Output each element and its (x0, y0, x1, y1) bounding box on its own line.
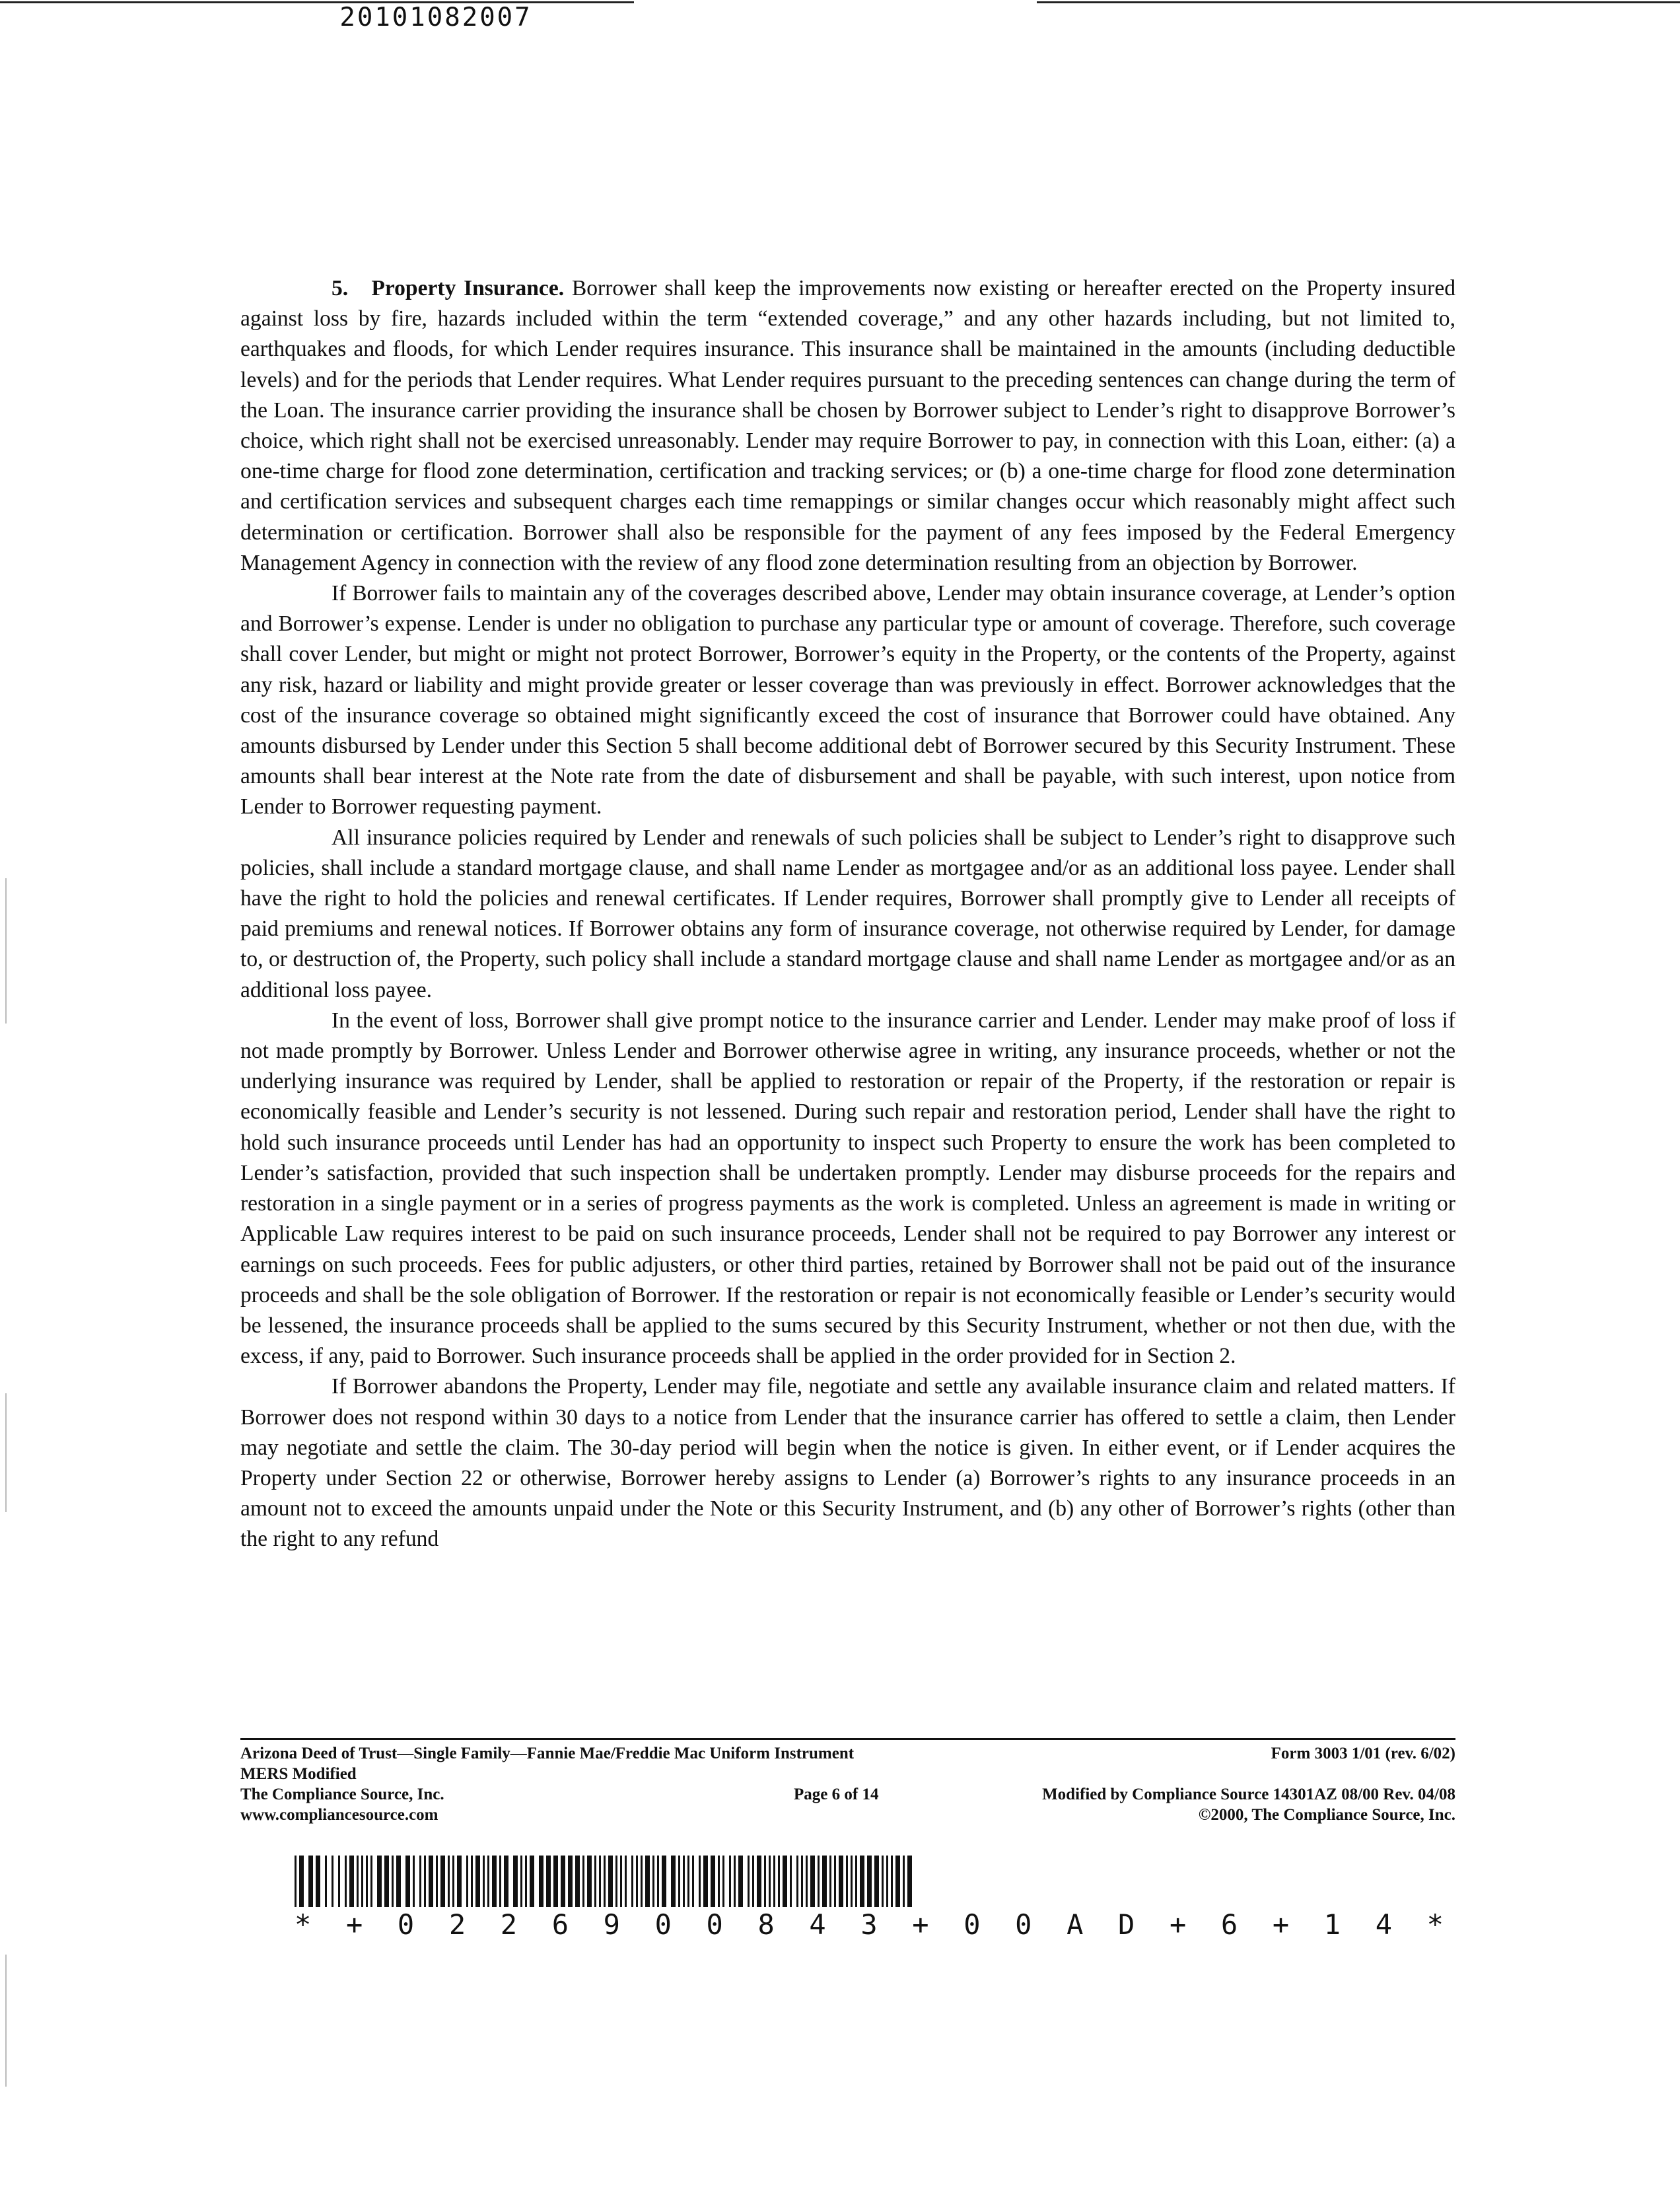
barcode-bar (641, 1856, 643, 1907)
paragraph: If Borrower fails to maintain any of the coverages described above, Lender may obtain insurance coverage, at Lender’s option and Borrower’s expense. Lender is under no obligation to purchase any particular type or amount of coverage. Therefore, such coverage shall cover Lender, but might or might not protect Borrower, Borrower’s equity in the Property, or the contents of the Property, against any risk, hazard or liability and might provide greater or lesser coverage than was previously in effect. Borrower acknowledges that the cost of the insurance coverage so obtained might significantly exceed the cost of insurance that Borrower could have obtained. Any amounts disbursed by Lender under this Section 5 shall become additional debt of Borrower secured by this Security Instrument. These amounts shall bear interest at the Note rate from the date of disbursement and shall be payable, with such interest, upon notice from Lender to Borrower requesting payment. (240, 581, 1455, 819)
barcode-character: + (345, 1908, 363, 1941)
barcode-character: 0 (706, 1908, 723, 1941)
barcode-bar (361, 1856, 363, 1907)
barcode-bar (587, 1856, 592, 1907)
barcode-bar (487, 1856, 489, 1907)
barcode-bar (424, 1856, 426, 1907)
section-number: 5. (332, 276, 349, 300)
barcode-bar (801, 1856, 803, 1907)
barcode-character: 6 (1220, 1908, 1238, 1941)
barcode-bar (687, 1856, 689, 1907)
barcode-character: A (1067, 1908, 1084, 1941)
barcode-bar (711, 1856, 715, 1907)
barcode-bar (471, 1856, 473, 1907)
company-name: The Compliance Source, Inc. (240, 1786, 444, 1803)
barcode-bar (594, 1856, 596, 1907)
barcode-bar (692, 1856, 694, 1907)
barcode-bar (332, 1856, 333, 1907)
barcode-character: 0 (963, 1908, 981, 1941)
barcode-bar (370, 1856, 372, 1907)
company-website: www.compliancesource.com (240, 1806, 438, 1824)
barcode-bar (448, 1856, 450, 1907)
barcode-bar (790, 1856, 792, 1907)
barcode-bar (846, 1856, 848, 1907)
barcode-bar (295, 1856, 297, 1907)
barcode-bar (662, 1856, 666, 1907)
barcode-bar (504, 1856, 508, 1907)
barcode-bar (882, 1856, 884, 1907)
barcode-bar (778, 1856, 780, 1907)
barcode-bar (384, 1856, 389, 1907)
barcode-bar (645, 1856, 650, 1907)
paragraph: In the event of loss, Borrower shall give prompt notice to the insurance carrier and Lender. Lender may make proof of loss if not made promptly by Borrower. Unless Lender and Borrower otherwise agree in writing, any insurance proceeds, whether or not the underlying insurance was required by Lender, shall be applied to restoration or repair of the Property, if the restoration or repair is economically feasible and Lender’s security is not lessened. During such repair and restoration period, Lender shall have the right to hold such insurance proceeds until Lender has had an opportunity to inspect such Property to ensure the work has been completed to Lender’s satisfaction, provided that such inspection shall be undertaken promptly. Lender may disburse proceeds for the repairs and restoration in a single payment or in a series of progress payments as the work is completed. Unless an agreement is made in writing or Applicable Law requires interest to be paid on such insurance proceeds, Lender shall not be required to pay Borrower any interest or earnings on such proceeds. Fees for public adjusters, or other third parties, retained by Borrower shall not be paid out of the insurance proceeds and shall be the sole obligation of Borrower. If the restoration or repair is not economically feasible or Lender’s security would be lessened, the insurance proceeds shall be applied to the sums secured by this Security Instrument, whether or not then due, with the excess, if any, paid to Borrower. Such insurance proceeds shall be applied in the order provided for in Section 2. (240, 1008, 1455, 1369)
barcode-bar (703, 1856, 708, 1907)
barcode-character: + (1169, 1908, 1187, 1941)
page-number: Page 6 of 14 (794, 1786, 879, 1803)
barcode-character: 4 (809, 1908, 826, 1941)
form-footer (240, 1743, 1455, 1825)
barcode-bar (546, 1856, 551, 1907)
barcode-bar (895, 1856, 900, 1907)
barcode-bar (475, 1856, 480, 1907)
barcode-bar (436, 1856, 438, 1907)
barcode-bar (867, 1856, 872, 1907)
barcode-character: 3 (860, 1908, 878, 1941)
mers-note: MERS Modified (240, 1765, 357, 1783)
barcode-character: 0 (397, 1908, 415, 1941)
paragraph: If Borrower abandons the Property, Lender may file, negotiate and settle any available insurance claim and related matters. If Borrower does not respond within 30 days to a notice from Lender that the insurance carrier has offered to settle a claim, then Lender may negotiate and settle the claim. The 30-day period will begin when the notice is given. In either event, or if Lender acquires the Property under Section 22 or otherwise, Borrower hereby assigns to Lender (a) Borrower’s rights to any insurance proceeds in an amount not to exceed the amounts unpaid under the Note or this Security Instrument, and (b) any other of Borrower’s rights (other than the right to any refund (240, 1374, 1455, 1552)
barcode-bar (839, 1856, 843, 1907)
barcode-bar (429, 1856, 433, 1907)
barcode-bar (829, 1856, 831, 1907)
barcode-bar (539, 1856, 543, 1907)
barcode-bar (671, 1856, 676, 1907)
barcode-bar (773, 1856, 775, 1907)
barcode-bar (520, 1856, 522, 1907)
barcode-bar (582, 1856, 584, 1907)
barcode-bar (377, 1856, 382, 1907)
barcode-caption (295, 1908, 1444, 1941)
barcode-bar (525, 1856, 527, 1907)
section-body (240, 273, 1455, 1555)
barcode-bar (652, 1856, 654, 1907)
barcode-bar (683, 1856, 685, 1907)
barcode-bar (796, 1856, 798, 1907)
barcode-character: D (1118, 1908, 1135, 1941)
form-title: Arizona Deed of Trust—Single Family—Fannie Mae/Freddie Mac Uniform Instrument (240, 1745, 855, 1762)
barcode-bar (608, 1856, 613, 1907)
barcode-bar (615, 1856, 617, 1907)
barcode-character: 9 (603, 1908, 620, 1941)
barcode-bar (492, 1856, 497, 1907)
barcode-bar (575, 1856, 580, 1907)
barcode-bar (457, 1856, 462, 1907)
barcode-bar (729, 1856, 731, 1907)
barcode-bar (419, 1856, 421, 1907)
barcode-bar (722, 1856, 724, 1907)
barcode-character: * (295, 1908, 312, 1941)
top-right-rule (1037, 1, 1680, 3)
barcode-bar (855, 1856, 857, 1907)
barcode-character: 0 (654, 1908, 672, 1941)
barcode-bar (860, 1856, 864, 1907)
barcode-bar (349, 1856, 354, 1907)
recording-number: 20101082007 (339, 3, 532, 32)
barcode-bar (657, 1856, 659, 1907)
barcode-bar (891, 1856, 893, 1907)
barcode-character: 0 (1015, 1908, 1032, 1941)
barcode-bar (604, 1856, 606, 1907)
barcode-bar (764, 1856, 766, 1907)
barcode-bar (718, 1856, 720, 1907)
barcode-bar (325, 1856, 327, 1907)
barcode-bar (568, 1856, 573, 1907)
paragraph: All insurance policies required by Lender and renewals of such policies shall be subject to Lender’s right to disapprove such policies, shall include a standard mortgage clause, and shall name Lender as mortgagee and/or as an additional loss payee. Lender shall have the right to hold the policies and renewal certificates. If Lender requires, Borrower shall promptly give to Lender all receipts of paid premiums and renewal notices. If Borrower obtains any form of insurance coverage, not otherwise required by Lender, for damage to, or destruction of, the Property, such policy shall include a standard mortgage clause and shall name Lender as mortgagee and/or as an additional loss payee. (240, 825, 1455, 1002)
barcode-bar (757, 1856, 761, 1907)
barcode-bar (338, 1856, 340, 1907)
document-barcode (295, 1856, 1444, 1907)
barcode-character: 6 (551, 1908, 569, 1941)
barcode-bar (734, 1856, 736, 1907)
barcode-character: + (912, 1908, 929, 1941)
barcode-bar (530, 1856, 534, 1907)
barcode-character: 1 (1323, 1908, 1341, 1941)
barcode-bar (483, 1856, 485, 1907)
barcode-bar (748, 1856, 750, 1907)
barcode-bar (499, 1856, 501, 1907)
barcode-bar (903, 1856, 905, 1907)
barcode-bar (851, 1856, 853, 1907)
barcode-character: + (1272, 1908, 1290, 1941)
barcode-bar (834, 1856, 836, 1907)
form-number: Form 3003 1/01 (rev. 6/02) (1271, 1745, 1455, 1762)
barcode-bar (396, 1856, 401, 1907)
barcode-character: 2 (500, 1908, 518, 1941)
barcode-bar (636, 1856, 638, 1907)
copyright: ©2000, The Compliance Source, Inc. (1198, 1806, 1455, 1824)
barcode-bar (452, 1856, 454, 1907)
barcode-bar (874, 1856, 879, 1907)
barcode-bar (366, 1856, 368, 1907)
barcode-bar (678, 1856, 680, 1907)
barcode-bar (769, 1856, 771, 1907)
barcode-character: * (1426, 1908, 1444, 1941)
barcode-bar (783, 1856, 787, 1907)
barcode-bar (907, 1856, 912, 1907)
barcode-bar (440, 1856, 445, 1907)
barcode-bar (620, 1856, 622, 1907)
barcode-character: 4 (1375, 1908, 1392, 1941)
barcode-bar (631, 1856, 633, 1907)
barcode-bar (405, 1856, 410, 1907)
barcode-bar (308, 1856, 313, 1907)
margin-mark (5, 1393, 7, 1512)
barcode-bar (392, 1856, 394, 1907)
barcode-bar (699, 1856, 701, 1907)
footer-rule (240, 1738, 1455, 1740)
barcode-bar (886, 1856, 888, 1907)
barcode-character: 8 (757, 1908, 775, 1941)
barcode-bar (752, 1856, 754, 1907)
barcode-bar (316, 1856, 320, 1907)
barcode-bar (818, 1856, 820, 1907)
barcode-bar (810, 1856, 815, 1907)
barcode-bar (357, 1856, 359, 1907)
barcode-bar (822, 1856, 827, 1907)
barcode-bar (299, 1856, 304, 1907)
barcode-bar (561, 1856, 565, 1907)
barcode-bar (599, 1856, 601, 1907)
barcode-bar (625, 1856, 627, 1907)
barcode-bar (413, 1856, 415, 1907)
margin-mark (5, 1955, 7, 2087)
barcode-character: 2 (448, 1908, 466, 1941)
barcode-bar (466, 1856, 468, 1907)
barcode-bar (553, 1856, 558, 1907)
paragraph-text: Borrower shall keep the improvements now existing or hereafter erected on the Property insured against loss by fire, hazards included within the term “extended coverage,” and any other hazards including, but not limited to, earthquakes and floods, for which Lender requires insurance. This insurance shall be maintained in the amounts (including deductible levels) and for the periods that Lender requires. What Lender requires pursuant to the preceding sentences can change during the term of the Loan. The insurance carrier providing the insurance shall be chosen by Borrower subject to Lender’s right to disapprove Borrower’s choice, which right shall not be exercised unreasonably. Lender may require Borrower to pay, in connection with this Loan, either: (a) a one-time charge for flood zone determination, certification and tracking services; or (b) a one-time charge for flood zone determination and certification services and subsequent charges each time remappings or similar changes occur which reasonably might affect such determination or certification. Borrower shall also be responsible for the payment of any fees imposed by the Federal Emergency Management Agency in connection with the review of any flood zone determination resulting from an objection by Borrower. (240, 276, 1456, 575)
barcode-bar (513, 1856, 518, 1907)
barcode-bar (738, 1856, 743, 1907)
barcode-bar (806, 1856, 808, 1907)
modified-note: Modified by Compliance Source 14301AZ 08/00 Rev. 04/08 (1042, 1786, 1455, 1803)
section-title: Property Insurance. (371, 276, 565, 300)
paragraph (240, 273, 1455, 578)
barcode-bar (345, 1856, 347, 1907)
margin-mark (5, 878, 7, 1024)
